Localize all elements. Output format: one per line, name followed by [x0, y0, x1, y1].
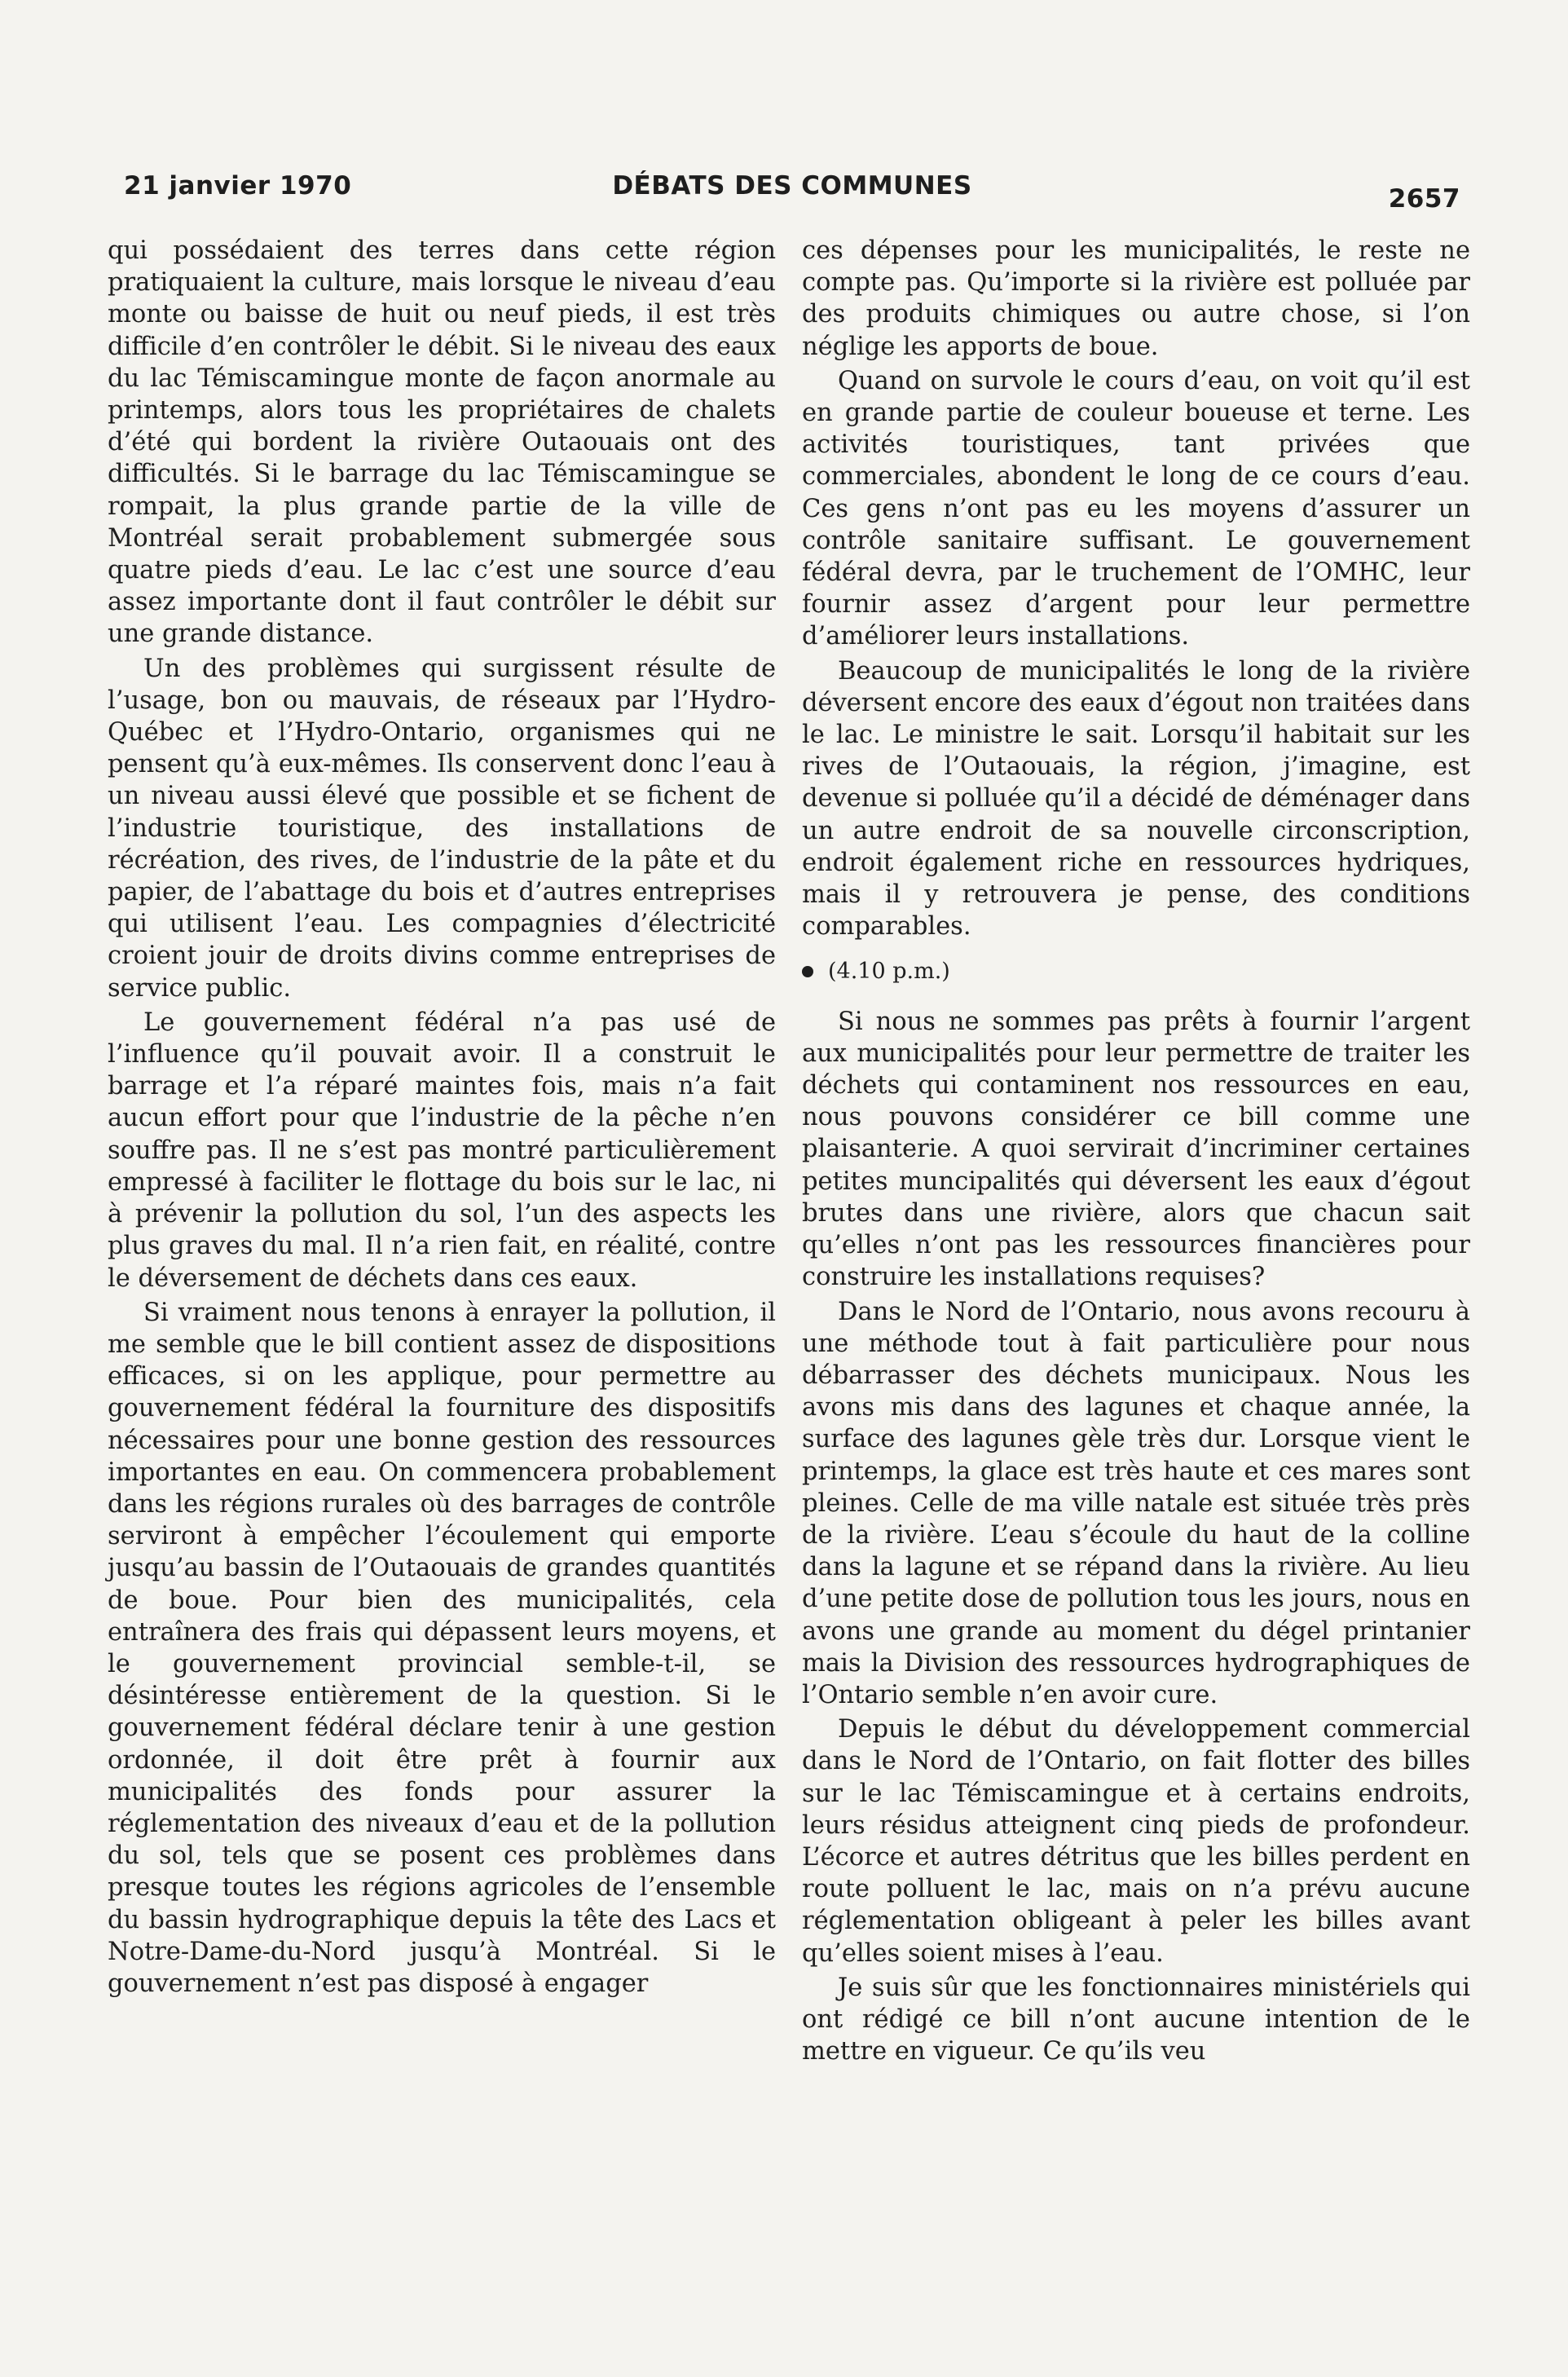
header-title: DÉBATS DES COMMUNES [612, 171, 972, 201]
paragraph: Je suis sûr que les fonctionnaires ministériels qui ont rédigé ce bill n’ont aucune intention de le mettre en vigueur. Ce qu’ils veu [802, 1973, 1470, 2066]
paragraph: Si nous ne sommes pas prêts à fournir l’argent aux municipalités pour leur permettre de traiter les déchets qui contaminent nos ressources en eau, nous pouvons considérer ce bill comme une plaisanterie. A quoi servirait d’incriminer certaines petites muncipalités qui déversent les eaux d’égout brutes dans une rivière, alors que chacun sait qu’elles n’ont pas les ressources financières pour construire les installations requises? [802, 1007, 1470, 1292]
paragraph: Depuis le début du développement commercial dans le Nord de l’Ontario, on fait flotter des billes sur le lac Témiscamingue et à certains endroits, leurs résidus atteignent cinq pieds de profondeur. L’écorce et autres détritus que les billes perdent en route polluent le lac, mais on n’a prévu aucune réglementation obligeant à peler les billes avant qu’elles soient mises à l’eau. [802, 1715, 1470, 1968]
header-date: 21 janvier 1970 [124, 171, 352, 201]
left-column [108, 235, 776, 2000]
time-marker-text: (4.10 p.m.) [828, 959, 950, 985]
page-header [124, 171, 1460, 214]
paragraph: Dans le Nord de l’Ontario, nous avons recouru à une méthode tout à fait particulière pour nous débarrasser des déchets municipaux. Nous les avons mis dans des lagunes et chaque année, la surface des lagunes gèle très dur. Lorsque vient le printemps, la glace est très haute et ces mares sont pleines. Celle de ma ville natale est située très près de la rivière. L’eau s’écoule du haut de la colline dans la lagune et se répand dans la rivière. Au lieu d’une petite dose de pollution tous les jours, nous en avons une grande au moment du dégel printanier mais la Division des ressources hydrographiques de l’Ontario semble n’en avoir cure. [802, 1297, 1470, 1709]
paragraph: Si vraiment nous tenons à enrayer la pollution, il me semble que le bill contient assez de dispositions efficaces, si on les applique, pour permettre au gouvernement fédéral la fourniture des dispositifs nécessaires pour une bonne gestion des ressources importantes en eau. On commencera probablement dans les régions rurales où des barrages de contrôle serviront à empêcher l’écoulement qui emporte jusqu’au bassin de l’Outaouais de grandes quantités de boue. Pour bien des municipalités, cela entraînera des frais qui dépassent leurs moyens, et le gouvernement provincial semble-t-il, se désintéresse entièrement de la question. Si le gouvernement fédéral déclare tenir à une gestion ordonnée, il doit être prêt à fournir aux municipalités des fonds pour assurer la réglementation des niveaux d’eau et de la pollution du sol, tels que se posent ces problèmes dans presque toutes les régions agricoles de l’ensemble du bassin hydrographique depuis la tête des Lacs et Notre-Dame-du-Nord jusqu’à Montréal. Si le gouvernement n’est pas disposé à engager [108, 1298, 776, 1998]
time-marker [802, 955, 1470, 987]
right-column [802, 235, 1470, 2067]
paragraph: Un des problèmes qui surgissent résulte de l’usage, bon ou mauvais, de réseaux par l’Hydro-Québec et l’Hydro-Ontario, organismes qui ne pensent qu’à eux-mêmes. Ils conservent donc l’eau à un niveau aussi élevé que possible et se fichent de l’industrie touristique, des installations de récréation, des rives, de l’industrie de la pâte et du papier, de l’abattage du bois et d’autres entreprises qui utilisent l’eau. Les compagnies d’électricité croient jouir de droits divins comme entreprises de service public. [108, 654, 776, 1003]
bullet-icon [802, 966, 813, 977]
page-number: 2657 [1388, 184, 1460, 214]
paragraph: Le gouvernement fédéral n’a pas usé de l’influence qu’il pouvait avoir. Il a construit le barrage et l’a réparé maintes fois, mais n’a fait aucun effort pour que l’industrie de la pêche n’en souffre pas. Il ne s’est pas montré particulièrement empressé à faciliter le flottage du bois sur le lac, ni à prévenir la pollution du sol, l’un des aspects les plus graves du mal. Il n’a rien fait, en réalité, contre le déversement de déchets dans ces eaux. [108, 1008, 776, 1293]
paragraph: Quand on survole le cours d’eau, on voit qu’il est en grande partie de couleur boueuse et terne. Les activités touristiques, tant privées que commerciales, abondent le long de ce cours d’eau. Ces gens n’ont pas eu les moyens d’assurer un contrôle sanitaire suffisant. Le gouvernement fédéral devra, par le truchement de l’OMHC, leur fournir assez d’argent pour leur permettre d’améliorer leurs installations. [802, 366, 1470, 651]
paragraph: ces dépenses pour les municipalités, le reste ne compte pas. Qu’importe si la rivière est polluée par des produits chimiques ou autre chose, si l’on néglige les apports de boue. [802, 236, 1470, 361]
paragraph: qui possédaient des terres dans cette région pratiquaient la culture, mais lorsque le niveau d’eau monte ou baisse de huit ou neuf pieds, il est très difficile d’en contrôler le débit. Si le niveau des eaux du lac Témiscamingue monte de façon anormale au printemps, alors tous les propriétaires de chalets d’été qui bordent la rivière Outaouais ont des difficultés. Si le barrage du lac Témiscamingue se rompait, la plus grande partie de la ville de Montréal serait probablement submergée sous quatre pieds d’eau. Le lac c’est une source d’eau assez importante dont il faut contrôler le débit sur une grande distance. [108, 236, 776, 649]
paragraph: Beaucoup de municipalités le long de la rivière déversent encore des eaux d’égout non traitées dans le lac. Le ministre le sait. Lorsqu’il habitait sur les rives de l’Outaouais, la région, j’imagine, est devenue si polluée qu’il a décidé de déménager dans un autre endroit de sa nouvelle circonscription, endroit également riche en ressources hydriques, mais il y retrouvera je pense, des conditions comparables. [802, 656, 1470, 942]
